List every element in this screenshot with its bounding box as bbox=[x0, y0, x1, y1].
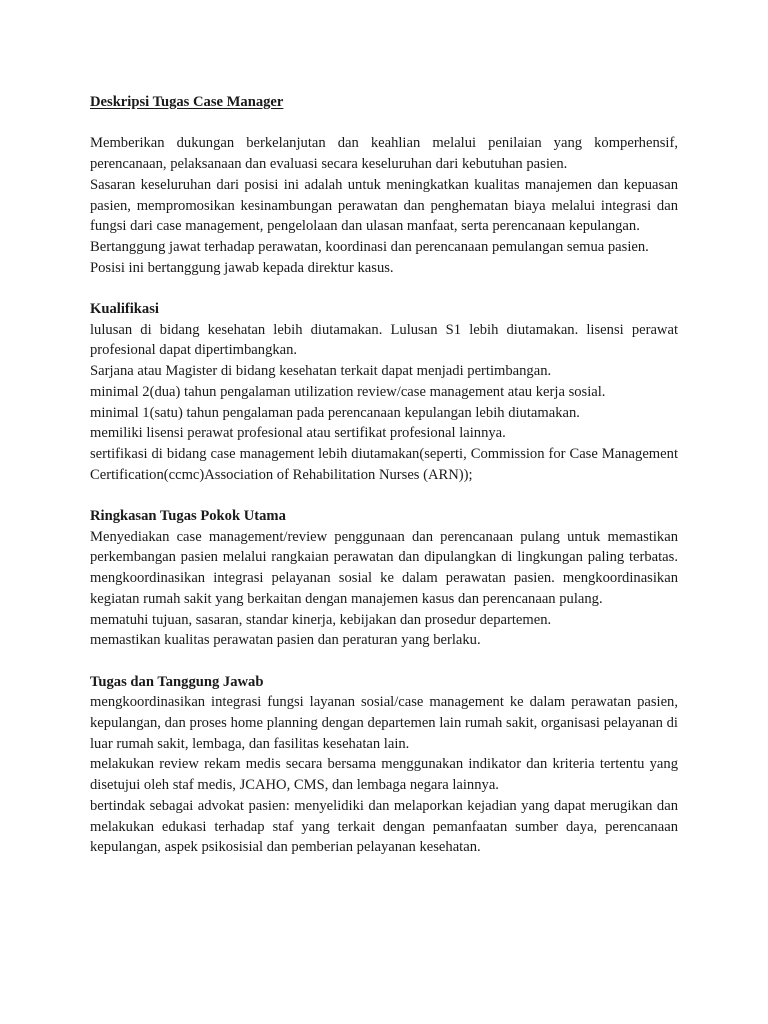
section-tugas bbox=[90, 672, 678, 858]
description-paragraph: Bertanggung jawat terhadap perawatan, koordinasi dan perencanaan pemulangan semua pasien. bbox=[90, 238, 649, 255]
ringkasan-heading: Ringkasan Tugas Pokok Utama bbox=[90, 508, 286, 525]
kualifikasi-heading: Kualifikasi bbox=[90, 301, 159, 317]
kualifikasi-item: memiliki lisensi perawat profesional atau sertifikat profesional lainnya. bbox=[90, 425, 506, 442]
ringkasan-item: memastikan kualitas perawatan pasien dan peraturan yang berlaku. bbox=[90, 632, 481, 649]
ringkasan-item: mematuhi tujuan, sasaran, standar kinerja, kebijakan dan prosedur departemen. bbox=[90, 611, 552, 628]
description-paragraph: Sasaran keseluruhan dari posisi ini adalah untuk meningkatkan kualitas manajemen dan kepuasan pasien, mempromosikan kesinambungan perawatan dan penghematan biaya melalui integrasi dan fungsi dari case management, pengelolaan dan ulasan manfaat, serta perencanaan kepulangan. bbox=[90, 176, 678, 235]
tugas-item: mengkoordinasikan integrasi fungsi layanan sosial/case management ke dalam perawatan pasien, kepulangan, dan proses home planning dengan departemen lain rumah sakit, organisasi pelayanan di luar rumah sakit, lembaga, dan fasilitas kesehatan lain. bbox=[90, 694, 678, 752]
kualifikasi-item: sertifikasi di bidang case management lebih diutamakan(seperti, Commission for Case Management Certification(ccmc)Association of Rehabilitation Nurses (ARN)); bbox=[90, 445, 678, 483]
document-body bbox=[90, 92, 678, 858]
description-paragraph: Memberikan dukungan berkelanjutan dan keahlian melalui penilaian yang komperhensif, perencanaan, pelaksanaan dan evaluasi secara keseluruhan dari kebutuhan pasien. bbox=[90, 135, 678, 173]
kualifikasi-item: Sarjana atau Magister di bidang kesehatan terkait dapat menjadi pertimbangan. bbox=[90, 363, 552, 380]
ringkasan-item: Menyediakan case management/review penggunaan dan perencanaan pulang untuk memastikan perkembangan pasien melalui rangkaian perawatan dan dipulangkan di lingkungan paling terbatas. mengkoordinasikan integrasi pelayanan sosial ke dalam perawatan pasien. mengkoordinasikan kegiatan rumah sakit yang berkaitan dengan manajemen kasus dan perencanaan pulang. bbox=[90, 528, 678, 607]
document-title: Deskripsi Tugas Case Manager bbox=[90, 94, 284, 110]
section-ringkasan bbox=[90, 506, 678, 651]
section-title bbox=[90, 92, 678, 113]
tugas-item: melakukan review rekam medis secara bersama menggunakan indikator dan kriteria tertentu yang disetujui oleh staf medis, JCAHO, CMS, dan lembaga negara lainnya. bbox=[90, 756, 678, 794]
description-paragraph: Posisi ini bertanggung jawab kepada direktur kasus. bbox=[90, 259, 394, 276]
kualifikasi-item: lulusan di bidang kesehatan lebih diutamakan. Lulusan S1 lebih diutamakan. lisensi perawat profesional dapat dipertimbangkan. bbox=[90, 321, 678, 359]
tugas-item: bertindak sebagai advokat pasien: menyelidiki dan melaporkan kejadian yang dapat merugikan dan melakukan edukasi terhadap staf yang terkait dengan pemanfaatan sumber daya, perencanaan kepulangan, aspek psikosisial dan pemberian pelayanan kesehatan. bbox=[90, 797, 678, 856]
section-description bbox=[90, 133, 678, 278]
tugas-heading: Tugas dan Tanggung Jawab bbox=[90, 673, 264, 690]
kualifikasi-item: minimal 1(satu) tahun pengalaman pada perencanaan kepulangan lebih diutamakan. bbox=[90, 404, 580, 421]
kualifikasi-item: minimal 2(dua) tahun pengalaman utilization review/case management atau kerja sosial. bbox=[90, 383, 606, 400]
section-kualifikasi bbox=[90, 299, 678, 485]
